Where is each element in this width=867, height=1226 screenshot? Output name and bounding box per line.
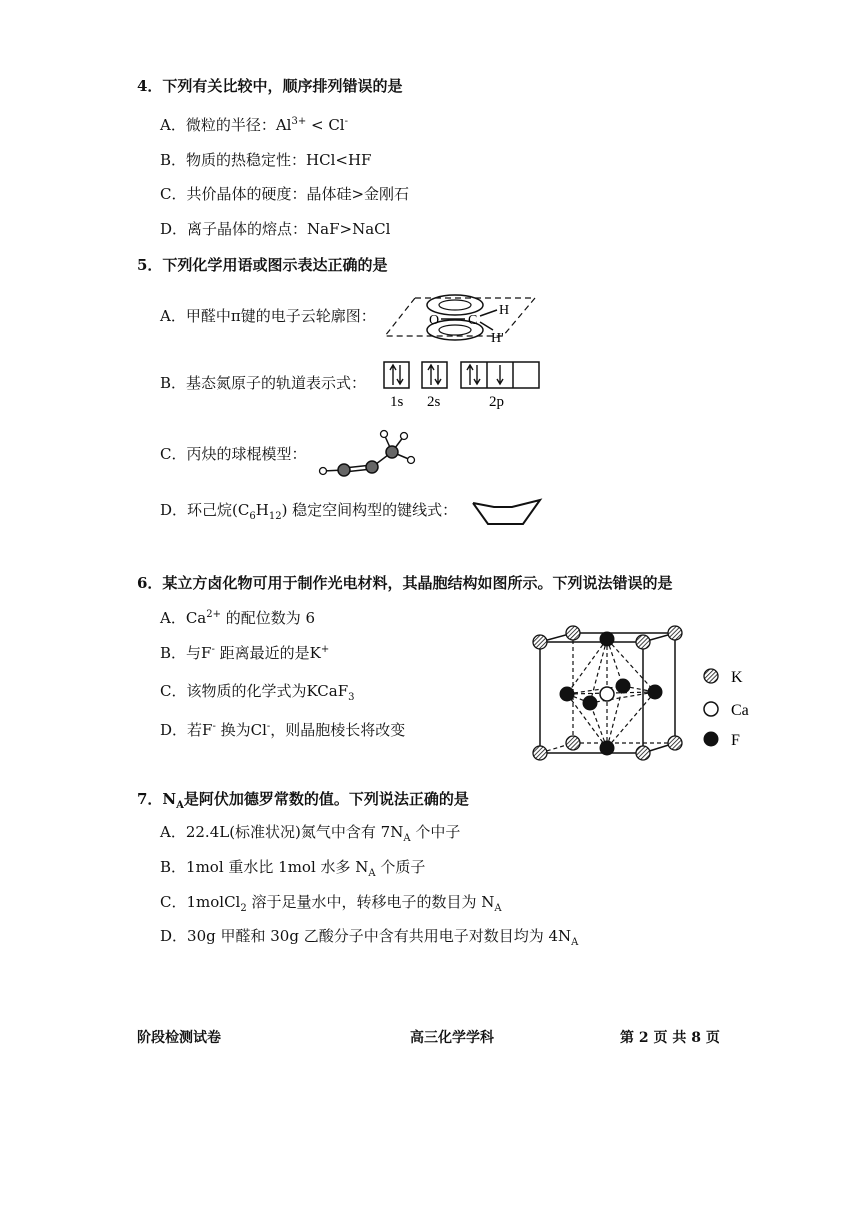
q7-option-b: B．1mol 重水比 1mol 水多 $N_A$ 个质子	[160, 858, 426, 879]
q5-option-b: B．基态氮原子的轨道表示式：	[160, 374, 367, 392]
legend-f-label: F	[731, 732, 740, 749]
oxygen-label: O	[429, 313, 440, 328]
orbital-label-2p: 2p	[489, 394, 504, 410]
propyne-ball-stick-model	[318, 425, 423, 480]
q7-option-c: C．1molCl$_2$ 溶于足量水中，转移电子的数目为 $N_A$	[160, 893, 502, 914]
footer-page-number: 第 2 页 共 8 页	[620, 1030, 720, 1046]
q6-stem: 6．某立方卤化物可用于制作光电材料，其晶胞结构如图所示。下列说法错误的是	[137, 574, 673, 592]
footer-center: 高三化学学科	[410, 1030, 494, 1046]
pi-bond-electron-cloud-diagram	[385, 288, 545, 348]
legend-ca-label: Ca	[731, 702, 749, 719]
q6-option-a: A．$Ca^{2+}$ 的配位数为 6	[160, 609, 316, 627]
q4-stem: 4．下列有关比较中，顺序排列错误的是	[137, 77, 403, 95]
legend-k-label: K	[731, 669, 743, 686]
q5-option-c: C．丙炔的球棍模型：	[160, 445, 307, 463]
q4-option-c: C．共价晶体的硬度：晶体硅>金刚石	[160, 185, 410, 203]
q7-option-a: A．22.4L(标准状况)氮气中含有 $7N_A$ 个中子	[160, 823, 461, 844]
hydrogen-label-1: H	[499, 303, 510, 318]
cyclohexane-chair-line-structure	[470, 493, 545, 529]
q6-option-d: D．若F- 换为Cl-，则晶胞棱长将改变	[160, 721, 406, 739]
q5-stem: 5．下列化学用语或图示表达正确的是	[137, 256, 388, 274]
hydrogen-label-2: H'	[491, 331, 504, 346]
carbon-label: C	[468, 313, 478, 328]
legend-f-marker	[704, 732, 718, 746]
orbital-label-1s: 1s	[390, 394, 404, 410]
q6-option-c: C．该物质的化学式为KCaF$_3$	[160, 682, 355, 703]
legend-k-marker	[704, 669, 718, 683]
q7-stem: 7．$N_A$是阿伏加德罗常数的值。下列说法正确的是	[137, 790, 469, 811]
q4-option-b: B．物质的热稳定性：HCl<HF	[160, 151, 372, 169]
footer-left: 阶段检测试卷	[137, 1030, 221, 1046]
q4-option-d: D．离子晶体的熔点：NaF>NaCl	[160, 220, 391, 238]
orbital-label-2s: 2s	[427, 394, 441, 410]
legend-ca-marker	[704, 702, 718, 716]
q7-option-d: D．30g 甲醛和 30g 乙酸分子中含有共用电子对数目均为 $4N_A$	[160, 927, 579, 948]
q6-option-b: B．与F- 距离最近的是K+	[160, 644, 330, 662]
q5-option-d: D．环己烷$(C_6H_{12})$ 稳定空间构型的键线式：	[160, 501, 458, 522]
q5-option-a: A．甲醛中π键的电子云轮廓图：	[160, 307, 376, 325]
nitrogen-orbital-boxes	[383, 360, 548, 412]
perovskite-unit-cell	[525, 620, 770, 775]
q4-option-a: A．微粒的半径：$Al^{3+} < Cl^-$	[160, 116, 348, 134]
